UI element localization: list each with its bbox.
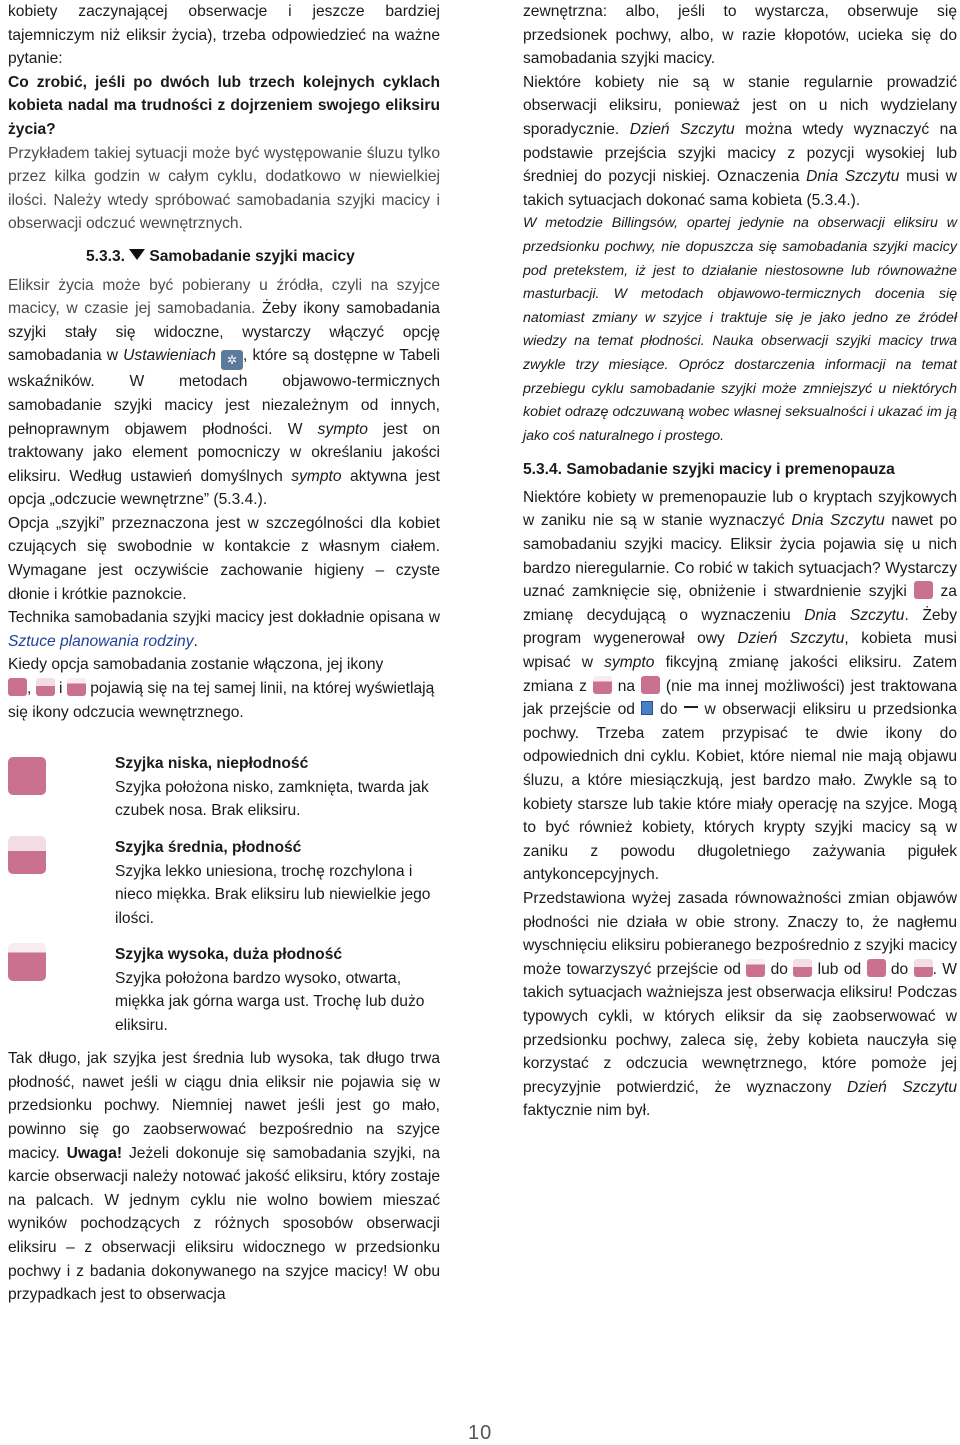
legend-title: Szyjka średnia, płodność — [115, 839, 302, 857]
cervix-low-icon — [641, 676, 660, 694]
note-text: W metodzie Billingsów, opartej jedynie na obserwacji eliksiru w przedsionku pochwy, nie dopuszcza się samobadania szyjki macicy pod pretekstem, iż jest to działanie niestosowne lub równoważne masturbacji. W metodach objawowo-termicznych docenia się natomiast zmiany w szyjce i traktuje się je jako jedno ze źródeł wiedzy na temat płodności. Nauka obserwacji szyjki macicy trwa zwykle trzy miesiące. Oprócz dostarczenia informacji na temat przebiegu cyklu samobadanie szyjki może zmniejszyć u niektórych kobiet odrazę odczuwaną wobec własnej seksualności i ukazać im ją jako coś naturalnego i prostego. — [523, 215, 957, 444]
question-bold: Co zrobić, jeśli po dwóch lub trzech kolejnych cyklach kobieta nadal ma trudności z dojrzeniem swojego eliksiru życia? — [8, 73, 440, 138]
text: musi w takich sytuacjach dokonać sama kobieta (5.3.4.). — [523, 168, 957, 209]
sympto-text: sympto — [604, 654, 655, 672]
italic-note — [523, 212, 957, 448]
text: . — [193, 632, 198, 650]
cervix-mid-icon — [36, 678, 55, 696]
text: fikcyjną zmianę jakości eliksiru. Zatem zmiana z — [523, 654, 957, 695]
cervix-high-icon — [746, 959, 765, 977]
text: Kiedy opcja samobadania zostanie włączona, jej ikony — [8, 656, 384, 674]
text: Przedstawiona wyżej zasada równoważności zmian objawów płodności nie działa w obie strony. Znaczy to, że nagłemu wyschnięciu eliksiru pobieranego bezpośrednio z szyjki macicy może towarzyszyć przejście od — [523, 889, 957, 978]
term-peak-day: Dzień Szczytu — [737, 630, 845, 648]
text: Jeżeli dokonuje się samobadania szyjki, na karcie obserwacji należy notować jakość eliksiru, który zostaje na palcach. W jednym cyklu nie wolno bowiem mieszać wyników pochodzących z różnych sposobów obserwacji eliksiru – z obserwacji eliksiru widocznego w przedsionku pochwy i z badania dokonywanego na szyjce macicy! W obu przypadkach jest to obserwacja — [8, 1144, 440, 1304]
sympto-text: sympto — [291, 467, 342, 485]
text: W — [287, 420, 303, 438]
text: nawet po samobadaniu szyjki macicy. Eliksir życia pojawia się u nich bardzo nieregularnie. Co robić w takich sytuacjach? Wystarczy uznać zamknięcie się, obniżenie i stwardnienie szyjki — [523, 512, 957, 601]
text: . W takich sytuacjach ważniejsza jest obserwacja eliksiru! Podczas typowych cykli, w których eliksir da się zaobserwować w przedsionku pochwy, zaleca się, żeby kobieta nauczyła się korzystać z odczucia wewnętrznego, które pomoże jej precyzyjnie potwierdzić, że wyznaczony — [523, 960, 957, 1096]
paragraph — [8, 653, 440, 724]
text: można wtedy wyznaczyć na podstawie przejścia szyjki macicy z pozycji wysokiej lub średniej do pozycji niskiej. Oznaczenia — [523, 120, 957, 186]
cervix-low-icon — [914, 581, 933, 599]
paragraph — [8, 274, 440, 512]
triangle-icon — [129, 249, 145, 260]
sympto-text: sympto — [317, 420, 368, 438]
cervix-mid-icon — [8, 836, 46, 874]
text: do — [890, 960, 909, 978]
book-link[interactable]: Sztuce planowania rodziny — [8, 632, 194, 650]
paragraph — [8, 606, 440, 653]
term-peak-day: Dnia Szczytu — [806, 168, 900, 186]
blue-square-icon — [641, 701, 653, 715]
text: aktywna jest opcja „odczucie wewnętrzne” (5.3.4.). — [8, 467, 440, 509]
text: . Żeby program wygenerował owy — [523, 606, 958, 648]
cervix-low-icon — [8, 678, 27, 696]
text: jest on traktowany jako element pomocniczy w określaniu jakości eliksiru. — [8, 420, 441, 485]
cervix-high-icon — [593, 676, 612, 694]
left-column — [8, 0, 440, 1307]
text: Żeby ikony samobadania szyjki stały się widoczne, wystarczy włączyć opcję samobadania w — [8, 300, 440, 365]
section-heading-5-3-3 — [8, 245, 440, 269]
right-column — [523, 0, 957, 1123]
legend-title: Szyjka niska, niepłodność — [115, 755, 309, 773]
cervix-high-icon — [67, 678, 86, 696]
section-number: 5.3.3. — [86, 247, 126, 265]
legend-mid — [8, 836, 440, 943]
section-heading-5-3-4: 5.3.4. Samobadanie szyjki macicy i premenopauza — [523, 461, 895, 479]
cervix-high-icon — [8, 943, 46, 981]
legend-text — [115, 943, 445, 1037]
paragraph: Opcja „szyjki” przeznaczona jest w szczególności dla kobiet czujących się swobodnie w kontakcie z własnym ciałem. Wymagane jest oczywiście zachowanie higieny – czyste dłonie i krótkie paznokcie. — [8, 514, 440, 603]
paragraph — [523, 71, 957, 213]
term-peak-day: Dnia Szczytu — [791, 512, 885, 530]
text: w obserwacji eliksiru u przedsionka pochwy. Trzeba zatem przypisać te dwie ikony do odpowiednich dni cyklu. Kobiet, które niemal nie mają objawu śluzu, a które miesiączkują, jest bardzo mało. Zwykle są to kobiety starsze lub takie które miały operację na szyjce. Mogą to być również kobiety, których krypty szyjki macicy są w zaniku z powodu długoletniego zażywania pigułek antykoncepcyjnych. — [523, 701, 957, 884]
paragraph — [8, 1047, 440, 1307]
paragraph — [523, 486, 957, 887]
text: lub od — [817, 960, 862, 978]
text: Niektóre kobiety nie są w stanie regularnie prowadzić obserwacji eliksiru, ponieważ jest on u nich wydzielany sporadycznie. — [523, 73, 957, 138]
text: do — [660, 701, 678, 719]
text: Niektóre kobiety w premenopauzie lub o kryptach szyjkowych w zaniku nie są w stanie wyznaczyć — [523, 488, 957, 530]
text: , które są dostępne w Tabeli wskaźników. — [8, 347, 440, 391]
text: Tak długo, jak szyjka jest średnia lub wysoka, tak długo trwa płodność, nawet jeśli w ciągu dnia eliksir nie pojawia się w przedsionku pochwy. Niemniej nawet jeśli jest go mało, powinno się go zaobserwować bezpośrednio na szyjce macicy. — [8, 1050, 440, 1162]
paragraph: zewnętrzna: albo, jeśli to wystarcza, obserwuje się przedsionek pochwy, albo, w razie kłopotów, ucieka się do samobadania szyjki macicy. — [523, 3, 957, 68]
legend-title: Szyjka wysoka, duża płodność — [115, 946, 343, 964]
cervix-mid-icon — [914, 959, 933, 977]
settings-link-text: Ustawieniach — [123, 347, 216, 365]
legend-text — [115, 836, 445, 930]
text: na — [617, 677, 636, 695]
text: Technika samobadania szyjki macicy jest dokładnie opisana w — [8, 609, 440, 627]
text: i — [59, 680, 63, 698]
term-peak-day: Dzień Szczytu — [629, 120, 735, 138]
text: pojawią się na tej samej linii, na której wyświetlają się ikony odczucia wewnętrznego. — [8, 680, 435, 721]
legend-high — [8, 943, 440, 1047]
text: faktycznie nim był. — [523, 1102, 651, 1120]
text: do — [770, 960, 788, 978]
section-title: Samobadanie szyjki macicy — [149, 247, 355, 265]
text: Według ustawień domyślnych — [69, 467, 283, 485]
text: Eliksir życia może być pobierany u źródła, czyli na szyjce macicy, w czasie jej samobadania. — [8, 276, 440, 318]
settings-icon: ✲ — [221, 350, 243, 370]
legend-desc: Szyjka lekko uniesiona, trochę rozchylona i nieco miękka. Brak eliksiru lub niewielkie jego ilości. — [115, 862, 431, 927]
paragraph: kobiety zaczynającej obserwacje i jeszcze bardziej tajemniczym niż eliksir życia), trzeba odpowiedzieć na ważne pytanie: — [8, 3, 440, 68]
warning-label: Uwaga! — [66, 1144, 123, 1162]
term-peak-day: Dnia Szczytu — [804, 606, 905, 624]
legend-desc: Szyjka położona nisko, zamknięta, twarda jak czubek nosa. Brak eliksiru. — [115, 778, 429, 820]
paragraph: Przykładem takiej sytuacji może być występowanie śluzu tylko przez kilka godzin w całym cyklu, dodatkowo w niewielkiej ilości. Należy wtedy spróbować samobadania szyjki macicy i obserwacji odczuć wewnętrznych. — [8, 144, 440, 233]
cervix-low-icon — [8, 757, 46, 795]
page-number: 10 — [468, 1422, 493, 1444]
legend-low — [8, 752, 440, 836]
dash-icon — [684, 706, 698, 708]
text: za zmianę decydującą o wyznaczeniu — [523, 583, 957, 624]
text: (nie ma innej możliwości) jest traktowana jak przejście od — [523, 677, 957, 719]
term-peak-day: Dzień Szczytu — [846, 1078, 958, 1096]
legend-desc: Szyjka położona bardzo wysoko, otwarta, miękka jak górna warga ust. Trochę lub dużo eliksiru. — [115, 969, 425, 1034]
text: W metodach objawowo-termicznych samobadanie szyjki macicy jest niezależnym od innych, pełnoprawnym objawem płodności. — [8, 373, 440, 438]
cervix-low-icon — [867, 959, 886, 977]
legend-text — [115, 752, 445, 823]
cervix-mid-icon — [793, 959, 812, 977]
text: , — [27, 680, 32, 698]
paragraph — [523, 887, 957, 1123]
text: , kobieta musi wpisać w — [523, 630, 957, 672]
